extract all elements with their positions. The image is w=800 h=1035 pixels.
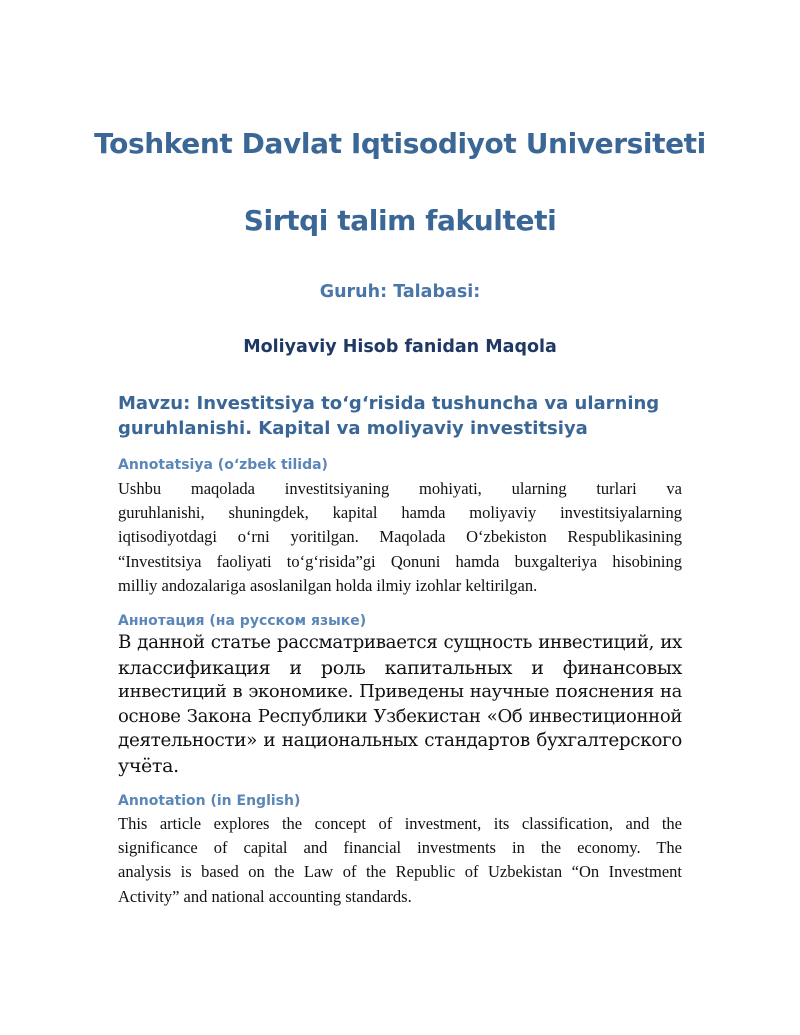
text-line: Ushbu maqolada investitsiyaning mohiyati, ularning turlari va bbox=[118, 479, 682, 498]
faculty-title: Sirtqi talim fakulteti bbox=[243, 204, 557, 237]
annotation-english-heading: Annotation (in English) bbox=[118, 793, 301, 809]
text-line: классификация и роль капитальных и финансовых bbox=[118, 656, 682, 679]
text-line: Activity” and national accounting standards. bbox=[118, 886, 412, 906]
text-line: guruhlanishi, shuningdek, kapital hamda moliyaviy investitsiyalarning bbox=[118, 503, 682, 523]
annotation-russian-heading: Аннотация (на русском языке) bbox=[118, 613, 367, 629]
group-student-line: Guruh: Talabasi: bbox=[319, 282, 481, 302]
annotation-english-text bbox=[118, 812, 682, 909]
topic-line: Mavzu: Investitsiya to‘g‘risida tushuncha va ularning bbox=[118, 393, 660, 414]
university-title: Toshkent Davlat Iqtisodiyot Universiteti bbox=[94, 127, 706, 160]
topic-line: guruhlanishi. Kapital va moliyaviy investitsiya bbox=[118, 418, 588, 439]
topic-heading bbox=[118, 391, 698, 441]
subject-title: Moliyaviy Hisob fanidan Maqola bbox=[243, 337, 557, 357]
text-line: “Investitsiya faoliyati toʻgʻrisida”gi Qonuni hamda buxgalteriya hisobining bbox=[118, 551, 682, 571]
text-line: analysis is based on the Law of the Republic of Uzbekistan “On Investment bbox=[118, 862, 682, 882]
text-line: В данной статье рассматривается сущность инвестиций, их bbox=[118, 632, 682, 653]
text-line: инвестиций в экономике. Приведены научные пояснения на bbox=[118, 681, 682, 703]
text-line: учёта. bbox=[118, 754, 179, 777]
text-line: significance of capital and financial investments in the economy. The bbox=[118, 838, 682, 858]
text-line: деятельности» и национальных стандартов бухгалтерского bbox=[118, 730, 682, 752]
annotation-russian-text bbox=[118, 631, 682, 779]
text-line: This article explores the concept of investment, its classification, and the bbox=[118, 814, 682, 833]
text-line: milliy andozalariga asoslanilgan holda ilmiy izohlar keltirilgan. bbox=[118, 575, 538, 595]
annotation-uzbek-text bbox=[118, 477, 682, 598]
text-line: iqtisodiyotdagi oʻrni yoritilgan. Maqolada Oʻzbekiston Respublikasining bbox=[118, 527, 682, 547]
annotation-uzbek-heading: Annotatsiya (oʻzbek tilida) bbox=[118, 457, 328, 473]
text-line: основе Закона Республики Узбекистан «Об инвестиционной bbox=[118, 705, 682, 727]
